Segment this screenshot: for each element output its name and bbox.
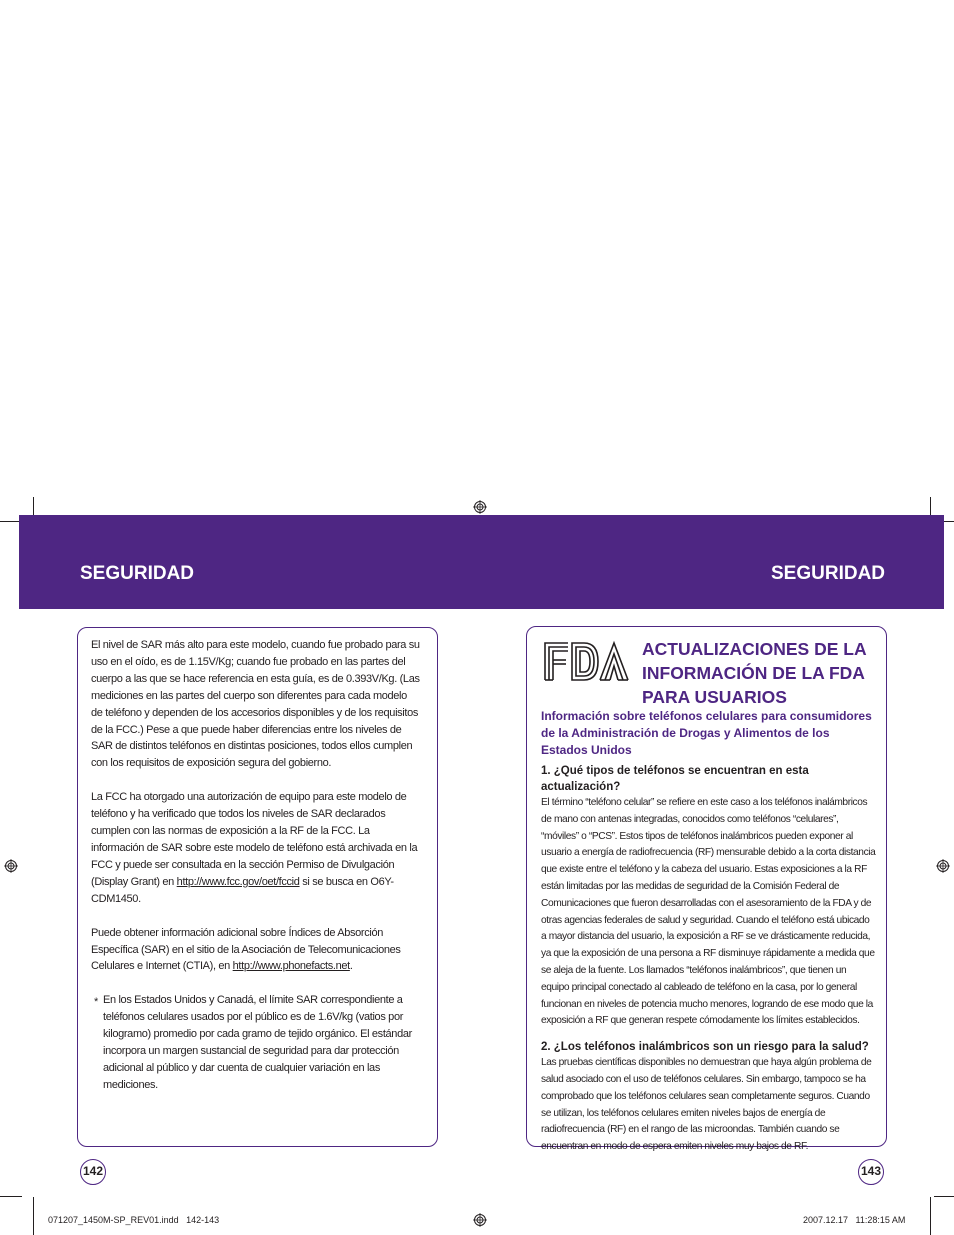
footer-timestamp: 2007.12.17 11:28:15 AM bbox=[803, 1215, 906, 1225]
registration-mark-icon bbox=[936, 859, 950, 873]
fda-title bbox=[642, 637, 882, 709]
page-number-right: 143 bbox=[858, 1159, 884, 1185]
fcc-text-end: si se busca en O6Y-CDM1450. bbox=[91, 875, 394, 905]
page-number-left: 142 bbox=[80, 1159, 106, 1185]
fda-title-line: ACTUALIZACIONES DE LA bbox=[642, 639, 867, 659]
fcc-link[interactable]: http://www.fcc.gov/oet/fccid bbox=[176, 875, 300, 888]
header-band bbox=[19, 515, 944, 609]
question-1-title: 1. ¿Qué tipos de teléfonos se encuentran en esta actualización? bbox=[541, 765, 809, 793]
fda-title-line: PARA USUARIOS bbox=[642, 687, 787, 707]
fda-subtitle: Información sobre teléfonos celulares para consumidores de la Administración de Drogas y Alimentos de los Estados Unidos bbox=[541, 709, 872, 757]
crop-mark bbox=[0, 1196, 22, 1197]
ctia-text-end: . bbox=[349, 960, 353, 973]
footer-file-name: 071207_1450M-SP_REV01.indd 142-143 bbox=[48, 1215, 220, 1225]
sar-limit-note bbox=[91, 992, 421, 1093]
crop-mark bbox=[33, 1197, 34, 1235]
fda-title-line: INFORMACIÓN DE LA FDA bbox=[642, 663, 865, 683]
question-2-title: 2. ¿Los teléfonos inalámbricos son un riesgo para la salud? bbox=[541, 1041, 869, 1054]
phonefacts-link[interactable]: http://www.phonefacts.net bbox=[232, 960, 350, 973]
note-marker: * bbox=[94, 996, 98, 1009]
fda-logo-icon bbox=[542, 640, 632, 682]
fcc-text: La FCC ha otorgado una autorización de equipo para este modelo de teléfono y ha verificado que todos los niveles de SAR declarados cumplen con las normas de exposición a la RF de la FCC. La información de SAR sobre este modelo de teléfono está archivada en la FCC y puede ser consultada en la sección Permiso de Divulgación (Display Grant) en bbox=[91, 791, 418, 888]
section-title-right: SEGURIDAD bbox=[771, 563, 886, 584]
ctia-text: Puede obtener información adicional sobre Índices de Absorción Específica (SAR) en el sitio de la Asociación de Telecomunicaciones Celulares e Internet (CTIA), en bbox=[91, 926, 401, 973]
note-text: En los Estados Unidos y Canadá, el límite SAR correspondiente a teléfonos celulares usados por el público es de 1.6V/kg (vatios por kilogramo) promedio por cada gramo de tejido orgánico. El estándar incorpora un margen sustancial de seguridad para dar protección adicional al público y dar cuenta de cualquier variación en las mediciones. bbox=[103, 994, 412, 1091]
fcc-paragraph bbox=[91, 789, 421, 907]
crop-mark bbox=[934, 1196, 954, 1197]
crop-mark bbox=[930, 1197, 931, 1235]
question-1-body: El término “teléfono celular” se refiere en este caso a los teléfonos inalámbricos de mano con antenas integradas, conocidos como teléfonos “celulares”, “móviles” o “PCS”. Estos tipos de teléfonos inalámbricos pueden exponer al usuario a energía de radiofrecuencia (RF) mensurable debido a la corta distancia que existe entre el teléfono y la cabeza del usuario. Estas exposiciones a la RF están limitadas por las medidas de seguridad de la Comisión Federal de Comunicaciones que fueron desarrolladas con el asesoramiento de la FDA y de otras agencias federales de salud y seguridad. Cuando el teléfono está ubicado a mayor distancia del usuario, la exposición a RF se ve drásticamente reducida, ya que la exposición de una persona a RF disminuye rápidamente a medida que se aleja de la fuente. Los llamados “teléfonos inalámbricos”, que tienen un equipo principal conectado al cableado de teléfono en la casa, por lo general funcionan en niveles de potencia mucho menores, logrando de ese modo que la exposición a RF que generan respete cómodamente los límites establecidos. bbox=[541, 797, 876, 1027]
sar-paragraph: El nivel de SAR más alto para este modelo, cuando fue probado para su uso en el oído, es de 1.15V/Kg; cuando fue probado en las partes del cuerpo a las que se hace referencia en esta guía, es de 0.393V/Kg. (Las mediciones en las partes del cuerpo son diferentes para cada modelo de teléfono y dependen de los accesorios disponibles y de los requisitos de la FCC.) Pese a que puede haber diferencias entre los niveles de SAR de distintos teléfonos en distintas posiciones, todos ellos cumplen con los requisitos de exposición segura del gobierno. bbox=[91, 639, 420, 770]
ctia-paragraph bbox=[91, 925, 421, 976]
registration-mark-icon bbox=[4, 859, 18, 873]
registration-mark-icon bbox=[473, 500, 487, 514]
registration-mark-icon bbox=[473, 1213, 487, 1227]
section-title-left: SEGURIDAD bbox=[80, 563, 195, 584]
faq-section bbox=[541, 763, 876, 1156]
left-panel-text bbox=[91, 637, 421, 1094]
question-2-body: Las pruebas científicas disponibles no demuestran que haya algún problema de salud asociado con el uso de teléfonos celulares. Sin embargo, tampoco se ha comprobado que los teléfonos celulares sean completamente seguros. Cuando se utilizan, los teléfonos celulares emiten niveles bajos de energía de radiofrecuencia (RF) en el rango de las microondas. También cuando se encuentran en modo de espera emiten niveles muy bajos de RF. bbox=[541, 1057, 872, 1153]
